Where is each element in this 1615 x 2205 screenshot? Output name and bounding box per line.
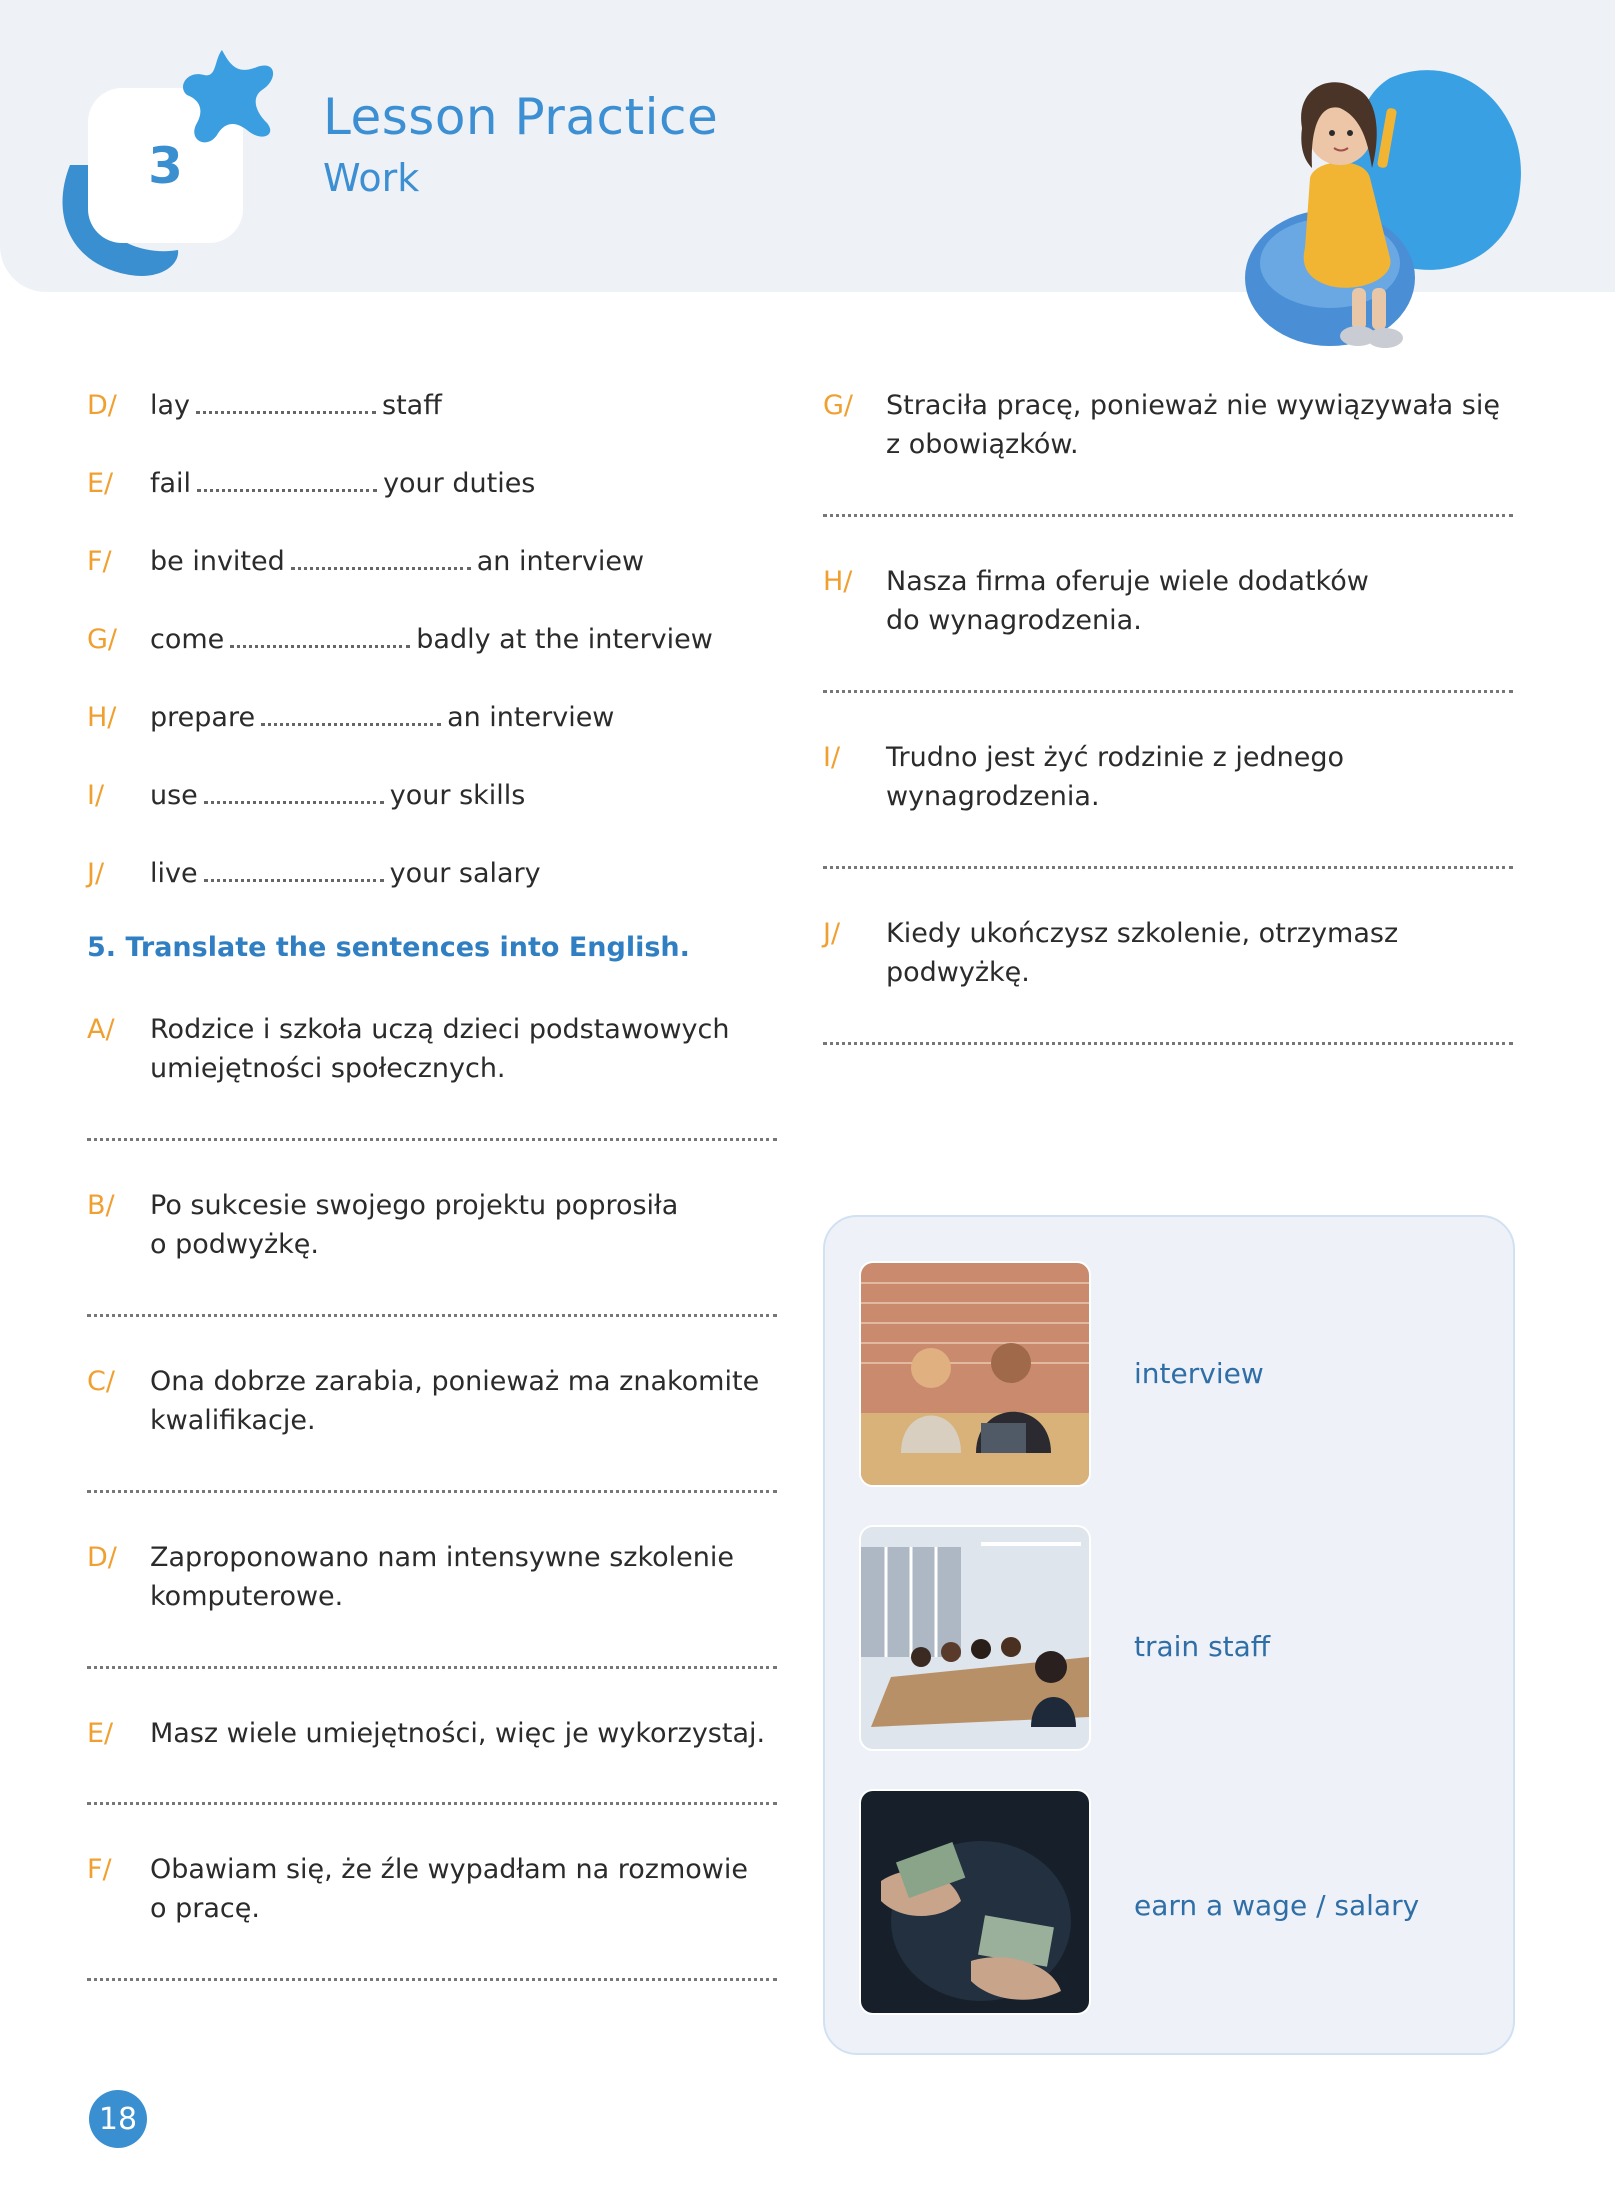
answer-line[interactable] <box>823 512 1513 517</box>
phrase-end: your skills <box>389 780 526 811</box>
vocabulary-box <box>823 1215 1515 2055</box>
item-letter: E/ <box>87 1718 114 1749</box>
fill-in-blank[interactable] <box>197 487 377 492</box>
page-title: Lesson Practice <box>323 88 719 146</box>
sentence-line-1: Nasza firma oferuje wiele dodatków <box>886 566 1369 597</box>
phrase-end: staff <box>382 390 442 421</box>
answer-line[interactable] <box>823 1040 1513 1045</box>
sentence-line-1: Trudno jest żyć rodzinie z jednego <box>886 742 1345 773</box>
sentence-line-2: umiejętności społecznych. <box>150 1053 506 1084</box>
sentence-line-2: z obowiązków. <box>886 429 1079 460</box>
sentence-line-1: Masz wiele umiejętności, więc je wykorzystaj. <box>150 1718 766 1749</box>
answer-line[interactable] <box>823 864 1513 869</box>
exercise5-heading: 5. Translate the sentences into English. <box>87 932 690 963</box>
phrase-start: be invited <box>150 546 285 577</box>
sentence-line-2: o podwyżkę. <box>150 1229 319 1260</box>
sentence-line-2: kwalifikacje. <box>150 1405 316 1436</box>
sentence-line-2: wynagrodzenia. <box>886 781 1100 812</box>
item-letter: D/ <box>87 390 117 421</box>
answer-line[interactable] <box>823 688 1513 693</box>
fill-in-blank[interactable] <box>204 877 384 882</box>
vocab-label-interview: interview <box>1134 1357 1264 1390</box>
answer-line[interactable] <box>87 1136 777 1141</box>
answer-line[interactable] <box>87 1488 777 1493</box>
fill-in-blank[interactable] <box>196 409 376 414</box>
mascot-girl-illustration <box>1240 48 1540 358</box>
page-subtitle: Work <box>323 156 420 200</box>
phrase-start: lay <box>150 390 191 421</box>
vocab-label-earn-wage: earn a wage / salary <box>1134 1889 1420 1922</box>
fill-in-blank[interactable] <box>261 721 441 726</box>
item-letter: J/ <box>87 858 105 889</box>
phrase-start: fail <box>150 468 192 499</box>
item-letter: G/ <box>823 390 854 421</box>
item-letter: E/ <box>87 468 114 499</box>
phrase-start: prepare <box>150 702 256 733</box>
item-letter: I/ <box>87 780 105 811</box>
answer-line[interactable] <box>87 1800 777 1805</box>
item-letter: A/ <box>87 1014 115 1045</box>
sentence-line-1: Straciła pracę, ponieważ nie wywiązywała się <box>886 390 1500 421</box>
fill-in-blank[interactable] <box>291 565 471 570</box>
sentence-line-2: komputerowe. <box>150 1581 344 1612</box>
sentence-line-1: Rodzice i szkoła uczą dzieci podstawowych <box>150 1014 730 1045</box>
phrase-end: an interview <box>476 546 645 577</box>
sentence-line-1: Obawiam się, że źle wypadłam na rozmowie <box>150 1854 748 1885</box>
item-letter: H/ <box>87 702 117 733</box>
item-letter: G/ <box>87 624 118 655</box>
sentence-line-1: Po sukcesie swojego projektu poprosiła <box>150 1190 679 1221</box>
answer-line[interactable] <box>87 1312 777 1317</box>
item-letter: J/ <box>823 918 841 949</box>
star-shape-decoration <box>182 45 282 145</box>
money-photo <box>859 1789 1091 2015</box>
sentence-line-1: Zaproponowano nam intensywne szkolenie <box>150 1542 735 1573</box>
phrase-end: your salary <box>389 858 541 889</box>
phrase-start: live <box>150 858 198 889</box>
phrase-end: an interview <box>447 702 615 733</box>
sentence-line-2: do wynagrodzenia. <box>886 605 1142 636</box>
phrase-end: your duties <box>383 468 536 499</box>
phrase-start: come <box>150 624 225 655</box>
fill-in-blank[interactable] <box>230 643 410 648</box>
item-letter: F/ <box>87 546 112 577</box>
sentence-line-2: o pracę. <box>150 1893 260 1924</box>
page-number: 18 <box>89 2090 147 2148</box>
meeting-photo <box>859 1525 1091 1751</box>
phrase-start: use <box>150 780 198 811</box>
vocab-label-train-staff: train staff <box>1134 1630 1271 1663</box>
item-letter: D/ <box>87 1542 117 1573</box>
sentence-line-2: podwyżkę. <box>886 957 1030 988</box>
answer-line[interactable] <box>87 1664 777 1669</box>
item-letter: B/ <box>87 1190 115 1221</box>
sentence-line-1: Kiedy ukończysz szkolenie, otrzymasz <box>886 918 1399 949</box>
phrase-end: badly at the interview <box>416 624 713 655</box>
answer-line[interactable] <box>87 1976 777 1981</box>
lesson-number-badge: 3 <box>88 88 243 243</box>
interview-photo <box>859 1261 1091 1487</box>
sentence-line-1: Ona dobrze zarabia, ponieważ ma znakomite <box>150 1366 760 1397</box>
fill-in-blank[interactable] <box>204 799 384 804</box>
item-letter: I/ <box>823 742 841 773</box>
item-letter: F/ <box>87 1854 112 1885</box>
item-letter: H/ <box>823 566 853 597</box>
item-letter: C/ <box>87 1366 115 1397</box>
